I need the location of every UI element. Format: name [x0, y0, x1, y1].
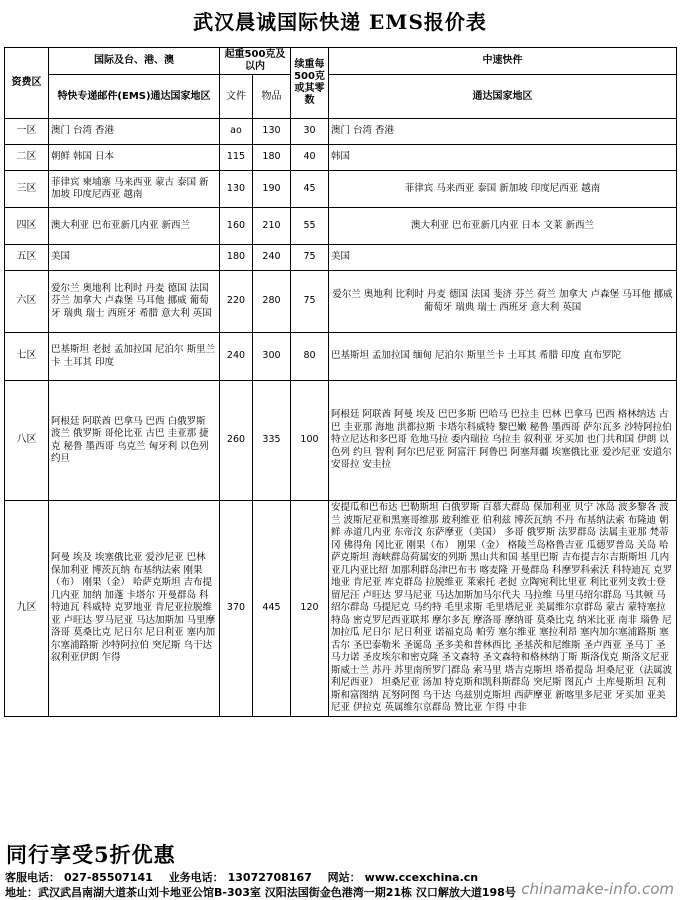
zone-cell: 八区 [5, 381, 49, 501]
express-countries-cell: 阿根廷 阿联酋 阿曼 埃及 巴巴多斯 巴哈马 巴拉圭 巴林 巴拿马 巴西 格林纳达 古巴 圭亚那 海地 洪都拉斯 卡塔尔科威特 黎巴嫩 秘鲁 墨西哥 萨尔瓦多 沙特阿拉伯 特立尼达和多巴哥 危地马拉 委内瑞拉 乌拉圭 叙利亚 牙买加 也门共和国 伊朗 以色列 约旦 智利 阿尔巴尼亚 阿富汗 阿鲁巴 阿塞拜疆 埃塞俄比亚 爱沙尼亚 安道尔 安哥拉 安圭拉 [329, 381, 677, 501]
doc-price-cell: 130 [220, 171, 253, 208]
table-row [5, 171, 677, 208]
express-countries-cell: 美国 [329, 245, 677, 271]
item-price-cell: 180 [253, 145, 291, 171]
express-countries-cell: 澳门 台湾 香港 [329, 119, 677, 145]
additional-price-cell: 80 [291, 333, 329, 381]
doc-price-cell: 260 [220, 381, 253, 501]
ems-countries-cell: 澳大利亚 巴布亚新几内亚 新西兰 [49, 208, 220, 245]
service-phone[interactable]: 027-85507141 [64, 871, 153, 884]
ems-countries-cell: 菲律宾 柬埔寨 马来西亚 蒙古 泰国 新加坡 印度尼西亚 越南 [49, 171, 220, 208]
table-row [5, 119, 677, 145]
page-title: 武汉晨诚国际快递 EMS报价表 [193, 10, 487, 34]
table-row [5, 208, 677, 245]
zone-cell: 四区 [5, 208, 49, 245]
watermark: chinamake-info.com [521, 880, 674, 898]
ems-countries-cell: 美国 [49, 245, 220, 271]
item-price-cell: 445 [253, 501, 291, 717]
additional-weight-header: 续重每500克或其零数 [291, 48, 329, 119]
additional-price-cell: 120 [291, 501, 329, 717]
doc-price-cell: 180 [220, 245, 253, 271]
zone-cell: 三区 [5, 171, 49, 208]
additional-price-cell: 30 [291, 119, 329, 145]
first-weight-header: 起重500克及以内 [220, 48, 291, 75]
ems-countries-cell: 阿曼 埃及 埃塞俄比亚 爱沙尼亚 巴林 保加利亚 博茨瓦纳 布基纳法索 刚果（布） 刚果（金） 哈萨克斯坦 吉布提 几内亚 加纳 加蓬 卡塔尔 开曼群岛 科特迪瓦 科威特 克罗地亚 肯尼亚拉脱维亚 卢旺达 罗马尼亚 马达加斯加 马里摩洛哥 莫桑比克 尼日尔 尼日利亚 塞内加尔塞浦路斯 沙特阿拉伯 突尼斯 乌干达 叙利亚伊朗 乍得 [49, 501, 220, 717]
contact-line [5, 869, 482, 885]
express-countries-cell: 安提瓜和巴布达 巴勒斯坦 白俄罗斯 百慕大群岛 保加利亚 贝宁 冰岛 波多黎各 波兰 波斯尼亚和黑塞哥维那 玻利维亚 伯利兹 博茨瓦纳 不丹 布基纳法索 布隆迪 朝鲜 赤道几内亚 东帝汶 东萨摩亚（美国） 多哥 俄罗斯 法罗群岛 法属圭亚那 梵蒂冈 佛得角 冈比亚 刚果（布） 刚果（金） 格陵兰岛格鲁吉亚 瓜德罗普岛 关岛 哈萨克斯坦 海峡群岛荷属安的列斯 黑山共和国 基里巴斯 吉布提吉尔吉斯斯坦 几内亚几内亚比绍 加那利群岛津巴布韦 喀麦隆 开曼群岛 科摩罗科索沃 科特迪瓦 克罗地亚 肯尼亚 库克群岛 拉脱维亚 莱索托 老挝 立陶宛利比里亚 利比亚列支敦士登 留尼汪 卢旺达 罗马尼亚 马达加斯加马尔代夫 马拉维 马里马绍尔群岛 马其顿 马绍尔群岛 马提尼克 马约特 毛里求斯 毛里塔尼亚 美属维尔京群岛 蒙古 蒙特塞拉特岛 密克罗尼西亚联邦 摩尔多瓦 摩洛哥 摩纳哥 莫桑比克 纳米比亚 南非 瑙鲁 尼加拉瓜 尼日尔 尼日利亚 诺福克岛 帕劳 塞尔维亚 塞拉利昂 塞内加尔塞浦路斯 塞舌尔 圣巴泰勒米 圣诞岛 圣多美和普林西比 圣基茨和尼维斯 圣卢西亚 圣马丁 圣马力诺 圣皮埃尔和密克隆 圣文森特 圣文森特和格林纳丁斯 斯洛伐克 斯洛文尼亚 斯威士兰 苏丹 苏里南所罗门群岛 索马里 塔吉克斯坦 塔希提岛 坦桑尼亚（法属波利尼西亚） 坦桑尼亚 汤加 特克斯和凯科斯群岛 突尼斯 图瓦卢 土库曼斯坦 瓦利斯和富图纳 瓦努阿图 乌干达 乌兹别克斯坦 西萨摩亚 新喀里多尼亚 牙买加 亚美尼亚 伊拉克 英属维尔京群岛 赞比亚 乍得 中非 [329, 501, 677, 717]
additional-price-cell: 55 [291, 208, 329, 245]
address-line: 地址：武汉武昌南湖大道茶山刘卡地亚公馆B-303室 汉阳法国街金色港湾一期21栋 汉口解放大道198号 [5, 886, 516, 899]
additional-price-cell: 40 [291, 145, 329, 171]
zone-cell: 二区 [5, 145, 49, 171]
zone-cell: 七区 [5, 333, 49, 381]
item-price-cell: 280 [253, 271, 291, 333]
ems-countries-cell: 朝鲜 韩国 日本 [49, 145, 220, 171]
express-countries-cell: 澳大利亚 巴布亚新几内亚 日本 文莱 新西兰 [329, 208, 677, 245]
doc-header: 文件 [220, 75, 253, 119]
table-row [5, 333, 677, 381]
express-group-header: 中速快件 [329, 48, 677, 75]
doc-price-cell: 240 [220, 333, 253, 381]
item-price-cell: 190 [253, 171, 291, 208]
ems-countries-cell: 阿根廷 阿联酋 巴拿马 巴西 白俄罗斯 波兰 俄罗斯 哥伦比亚 古巴 圭亚那 捷克 秘鲁 墨西哥 乌克兰 匈牙利 以色列 约旦 [49, 381, 220, 501]
item-price-cell: 240 [253, 245, 291, 271]
ems-countries-cell: 巴基斯坦 老挝 孟加拉国 尼泊尔 斯里兰卡 土耳其 印度 [49, 333, 220, 381]
doc-price-cell: 370 [220, 501, 253, 717]
additional-price-cell: 45 [291, 171, 329, 208]
doc-price-cell: 115 [220, 145, 253, 171]
website-label: 网站： [327, 871, 361, 884]
doc-price-cell: ao [220, 119, 253, 145]
zone-cell: 一区 [5, 119, 49, 145]
express-countries-header: 通达国家地区 [329, 75, 677, 119]
additional-price-cell: 100 [291, 381, 329, 501]
table-row [5, 245, 677, 271]
promo-banner: 同行享受5折优惠 [6, 842, 176, 867]
ems-countries-cell: 澳门 台湾 香港 [49, 119, 220, 145]
ems-countries-cell: 爱尔兰 奥地利 比利时 丹麦 德国 法国 芬兰 加拿大 卢森堡 马耳他 挪威 葡萄牙 瑞典 瑞士 西班牙 希腊 意大利 英国 [49, 271, 220, 333]
service-phone-label: 客服电话： [5, 871, 60, 884]
sales-phone-label: 业务电话： [168, 871, 224, 884]
table-row [5, 145, 677, 171]
additional-price-cell: 75 [291, 245, 329, 271]
website-link[interactable]: www.ccexchina.cn [364, 871, 479, 884]
doc-price-cell: 160 [220, 208, 253, 245]
zone-cell: 五区 [5, 245, 49, 271]
zone-cell: 九区 [5, 501, 49, 717]
item-header: 物品 [253, 75, 291, 119]
price-table [4, 47, 677, 717]
express-countries-cell: 韩国 [329, 145, 677, 171]
item-price-cell: 130 [253, 119, 291, 145]
zone-cell: 六区 [5, 271, 49, 333]
additional-price-cell: 75 [291, 271, 329, 333]
express-countries-cell: 巴基斯坦 孟加拉国 缅甸 尼泊尔 斯里兰卡 土耳其 希腊 印度 直布罗陀 [329, 333, 677, 381]
sales-phone[interactable]: 13072708167 [227, 871, 312, 884]
zone-header: 资费区 [5, 48, 49, 119]
express-countries-cell: 菲律宾 马来西亚 泰国 新加坡 印度尼西亚 越南 [329, 171, 677, 208]
table-row [5, 271, 677, 333]
item-price-cell: 210 [253, 208, 291, 245]
table-row [5, 501, 677, 717]
table-row [5, 381, 677, 501]
item-price-cell: 335 [253, 381, 291, 501]
item-price-cell: 300 [253, 333, 291, 381]
ems-countries-header: 特快专递邮件(EMS)通达国家地区 [49, 75, 220, 119]
doc-price-cell: 220 [220, 271, 253, 333]
express-countries-cell: 爱尔兰 奥地利 比利时 丹麦 德国 法国 斐济 芬兰 荷兰 加拿大 卢森堡 马耳他 挪威 葡萄牙 瑞典 瑞士 西班牙 意大利 英国 [329, 271, 677, 333]
ems-group-header: 国际及台、港、澳 [49, 48, 220, 75]
